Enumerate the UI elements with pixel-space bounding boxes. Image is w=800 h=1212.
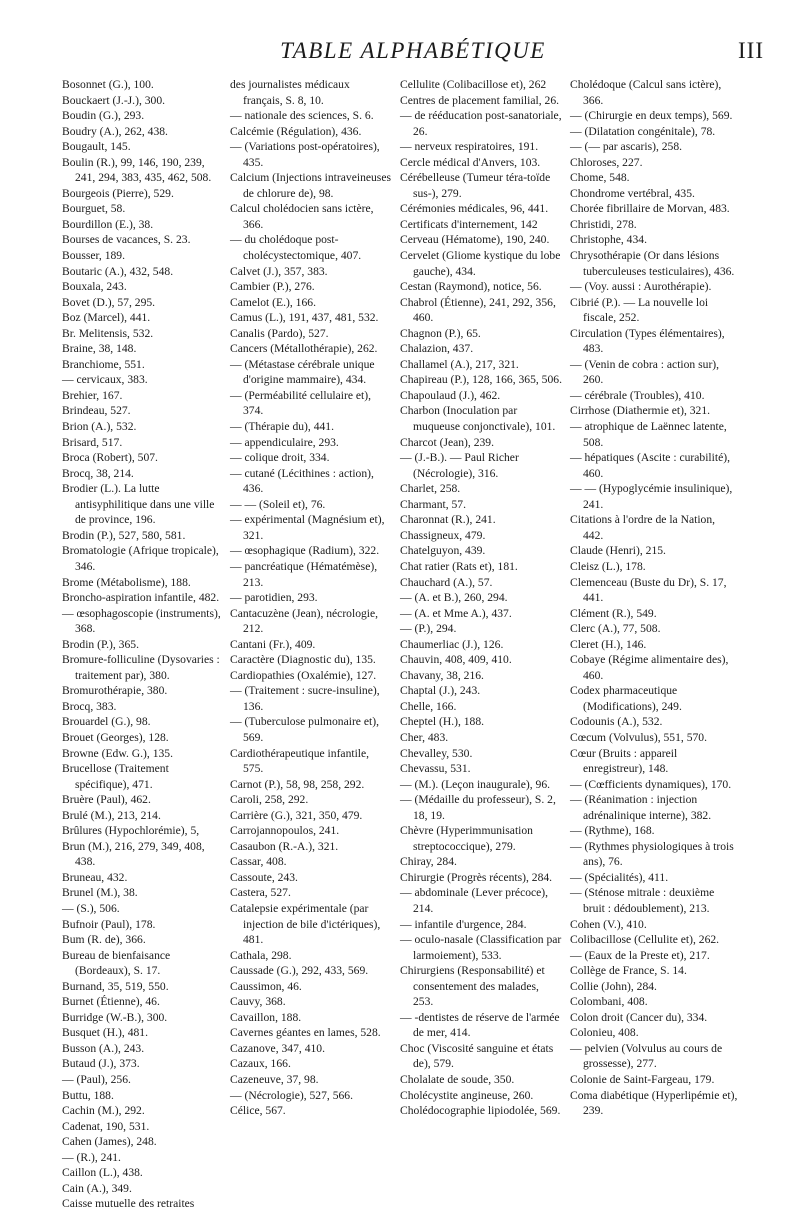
index-column-3	[400, 77, 562, 1119]
index-entry: Cœcum (Volvulus), 551, 570.	[570, 730, 707, 744]
index-entry: — pelvien (Volvulus au cours de grossesse), 277.	[570, 1041, 723, 1071]
index-entry: — (Spécialités), 411.	[570, 870, 669, 884]
index-entry: — nationale des sciences, S. 6.	[230, 109, 374, 123]
index-entry: Camus (L.), 191, 437, 481, 532.	[230, 311, 379, 325]
index-entry: Bosonnet (G.), 100.	[62, 78, 154, 91]
index-entry: — (R.), 241.	[62, 1150, 121, 1164]
index-entry: — oculo-nasale (Classification par larmoiement), 533.	[400, 933, 562, 962]
index-entry: — (Paul), 256.	[62, 1073, 131, 1086]
index-entry: — du cholédoque post-cholécystectomique, 407.	[230, 233, 362, 263]
index-entry: Busquet (H.), 481.	[62, 1026, 148, 1040]
index-entry: Collège de France, S. 14.	[570, 964, 687, 978]
index-entry: — œsophagique (Radium), 322.	[230, 544, 380, 558]
index-entry: Brion (A.), 532.	[62, 420, 137, 434]
index-entry: Cavaillon, 188.	[230, 1010, 302, 1024]
index-entry: — (Voy. aussi : Aurothérapie).	[570, 280, 712, 294]
index-entry: Bromatologie (Afrique tropicale), 346.	[62, 544, 219, 573]
index-entry: Centres de placement familial, 26.	[400, 93, 560, 107]
index-entry: Bruère (Paul), 462.	[62, 793, 151, 807]
index-entry: — œsophagoscopie (instruments), 368.	[62, 606, 221, 636]
index-entry: — (Nécrologie), 527, 566.	[230, 1088, 353, 1102]
index-entry: Chat ratier (Rats et), 181.	[400, 559, 518, 573]
index-entry: Cholédoque (Calcul sans ictère), 366.	[570, 78, 722, 107]
index-entry: Chevassu, 531.	[400, 762, 471, 776]
index-entry: Christidi, 278.	[570, 217, 637, 231]
index-entry: Brodier (L.). La lutte antisyphilitique dans une ville de province, 196.	[62, 482, 215, 527]
index-entry: Chavany, 38, 216.	[400, 668, 484, 682]
index-entry: — (Cœfficients dynamiques), 170.	[570, 777, 732, 791]
page-number: III	[738, 38, 764, 63]
index-entry: Burridge (W.-B.), 300.	[62, 1010, 168, 1024]
index-entry: Branchiome, 551.	[62, 357, 145, 371]
index-entry: Bum (R. de), 366.	[62, 933, 146, 947]
index-entry: — (A. et Mme A.), 437.	[400, 606, 512, 620]
index-entry: — (Variations post-opératoires), 435.	[230, 140, 380, 169]
index-entry: Cauvy, 368.	[230, 995, 286, 1009]
index-entry: Caussimon, 46.	[230, 979, 302, 993]
index-entry: Cardiopathies (Oxalémie), 127.	[230, 668, 377, 682]
index-entry: Bovet (D.), 57, 295.	[62, 295, 156, 309]
index-entry: — (— par ascaris), 258.	[570, 140, 683, 154]
index-entry: Codounis (A.), 532.	[570, 715, 663, 729]
index-entry: — (S.), 506.	[62, 901, 120, 915]
index-entry: Br. Melitensis, 532.	[62, 326, 154, 340]
index-columns	[62, 77, 774, 1211]
index-entry: — (Rythmes physiologiques à trois ans), 76.	[570, 839, 734, 869]
index-entry: — (J.-B.). — Paul Richer (Nécrologie), 316.	[400, 451, 519, 480]
index-entry: Bromure-folliculine (Dysovaries : traitement par), 380.	[62, 653, 220, 682]
index-entry: — cutané (Lécithines : action), 436.	[230, 466, 374, 496]
index-entry: Boutaric (A.), 432, 548.	[62, 264, 174, 278]
index-entry: — (Traitement : sucre-insuline), 136.	[230, 684, 380, 713]
index-entry: Célice, 567.	[230, 1104, 286, 1118]
index-entry: — atrophique de Laënnec latente, 508.	[570, 420, 727, 449]
index-entry: — hépatiques (Ascite : curabilité), 460.	[570, 451, 731, 480]
index-entry: Bouckaert (J.-J.), 300.	[62, 93, 166, 107]
index-entry: — (M.). (Leçon inaugurale), 96.	[400, 777, 551, 791]
index-entry: Cheptel (H.), 188.	[400, 715, 485, 729]
index-entry: Bureau de bienfaisance (Bordeaux), S. 17.	[62, 948, 171, 978]
index-entry: Chauvin, 408, 409, 410.	[400, 653, 512, 667]
index-entry: Cahen (James), 248.	[62, 1135, 157, 1149]
index-entry: Caussade (G.), 292, 433, 569.	[230, 964, 369, 978]
index-entry: — colique droit, 334.	[230, 451, 330, 465]
index-entry: Cerveau (Hématome), 190, 240.	[400, 233, 550, 247]
index-entry: Brouet (Georges), 128.	[62, 730, 169, 744]
index-entry: — cervicaux, 383.	[62, 373, 148, 387]
index-entry: — (Thérapie du), 441.	[230, 420, 334, 434]
index-entry: Cantani (Fr.), 409.	[230, 637, 316, 651]
index-entry: Cleisz (L.), 178.	[570, 559, 646, 573]
index-entry: Boudin (G.), 293.	[62, 109, 145, 123]
index-entry: Cholécystite angineuse, 260.	[400, 1088, 534, 1102]
index-entry: — (Sténose mitrale : deuxième bruit : dédoublement), 213.	[570, 886, 715, 915]
index-entry: Chrysothérapie (Or dans lésions tuberculeuses testiculaires), 436.	[570, 249, 735, 278]
index-entry: Cobaye (Régime alimentaire des), 460.	[570, 653, 729, 682]
index-entry: Cachin (M.), 292.	[62, 1104, 145, 1118]
index-entry: Casaubon (R.-A.), 321.	[230, 839, 339, 853]
index-entry: Carrojannopoulos, 241.	[230, 824, 340, 838]
index-entry: Choc (Viscosité sanguine et états de), 579.	[400, 1041, 554, 1071]
index-entry: Cadenat, 190, 531.	[62, 1119, 150, 1133]
index-entry: Boudry (A.), 262, 438.	[62, 124, 168, 138]
index-entry: Camelot (E.), 166.	[230, 295, 316, 309]
index-entry: Colonieu, 408.	[570, 1026, 639, 1040]
index-entry: — (Métastase cérébrale unique d'origine mammaire), 434.	[230, 357, 375, 387]
index-entry: Cazaux, 166.	[230, 1057, 291, 1071]
index-entry: Brocq, 38, 214.	[62, 466, 134, 480]
index-entry: — (Médaille du professeur), S. 2, 18, 19.	[400, 793, 556, 822]
index-entry: Chaptal (J.), 243.	[400, 684, 481, 698]
page-header	[62, 38, 764, 72]
index-entry: Busson (A.), 243.	[62, 1041, 145, 1055]
index-entry: — (Perméabilité cellulaire et), 374.	[230, 388, 371, 418]
index-entry: — nerveux respiratoires, 191.	[400, 140, 539, 154]
index-entry: — (Tuberculose pulmonaire et), 569.	[230, 715, 379, 744]
index-entry: Christophe, 434.	[570, 233, 647, 247]
index-entry: Bourdillon (E.), 38.	[62, 217, 154, 231]
index-entry: — parotidien, 293.	[230, 591, 318, 605]
index-entry: Cantacuzène (Jean), nécrologie, 212.	[230, 606, 379, 636]
index-entry: Charlet, 258.	[400, 482, 461, 496]
index-entry: Chèvre (Hyperimmunisation streptococcique), 279.	[400, 824, 533, 853]
index-entry: Catalepsie expérimentale (par injection de bile d'ictériques), 481.	[230, 901, 381, 947]
index-entry: Brome (Métabolisme), 188.	[62, 575, 191, 589]
index-entry: Carnot (P.), 58, 98, 258, 292.	[230, 777, 365, 791]
index-entry: Broca (Robert), 507.	[62, 451, 158, 465]
index-entry: Brisard, 517.	[62, 435, 123, 449]
index-entry: Chorée fibrillaire de Morvan, 483.	[570, 202, 730, 216]
index-entry: Cibrié (P.). — La nouvelle loi fiscale, 252.	[570, 295, 709, 325]
index-entry: Cathala, 298.	[230, 948, 292, 962]
index-entry: Clément (R.), 549.	[570, 606, 657, 620]
index-entry: Caisse mutuelle des retraites	[62, 1197, 195, 1211]
index-entry: Cestan (Raymond), notice, 56.	[400, 280, 542, 294]
index-entry: Cérébelleuse (Tumeur téra-toïde sus-), 279.	[400, 171, 551, 200]
index-entry: Chondrome vertébral, 435.	[570, 186, 695, 200]
index-entry: Cavernes géantes en lames, 528.	[230, 1026, 381, 1040]
index-entry: Brodin (P.), 527, 580, 581.	[62, 528, 186, 542]
index-entry: Cambier (P.), 276.	[230, 280, 315, 294]
index-entry: Claude (Henri), 215.	[570, 544, 666, 558]
index-entry: Cardiothérapeutique infantile, 575.	[230, 746, 370, 776]
index-entry: Burnet (Étienne), 46.	[62, 995, 160, 1009]
index-entry: Brunel (M.), 38.	[62, 886, 138, 900]
index-column-4	[570, 77, 738, 1119]
index-entry: Cercle médical d'Anvers, 103.	[400, 155, 541, 169]
index-entry: Bousser, 189.	[62, 249, 125, 263]
index-entry: Cleret (H.), 146.	[570, 637, 647, 651]
index-entry: Charmant, 57.	[400, 497, 467, 511]
index-entry: Colonie de Saint-Fargeau, 179.	[570, 1073, 715, 1086]
index-entry: Clemenceau (Buste du Dr), S. 17, 441.	[570, 575, 727, 605]
index-entry: Calcium (Injections intraveineuses de chlorure de), 98.	[230, 171, 391, 200]
index-entry: — — (Hypoglycémie insulinique), 241.	[570, 482, 733, 511]
index-entry: Cassar, 408.	[230, 855, 287, 869]
index-entry: Caillon (L.), 438.	[62, 1166, 143, 1180]
index-entry: Circulation (Types élémentaires), 483.	[570, 326, 725, 356]
index-entry: Calcémie (Régulation), 436.	[230, 124, 362, 138]
index-entry: — abdominale (Lever précoce), 214.	[400, 886, 549, 915]
index-entry: Chirurgie (Progrès récents), 284.	[400, 870, 553, 884]
index-entry: Clerc (A.), 77, 508.	[570, 622, 661, 636]
index-entry: Brodin (P.), 365.	[62, 637, 139, 651]
index-entry: des journalistes médicaux français, S. 8, 10.	[230, 78, 350, 107]
index-entry: — infantile d'urgence, 284.	[400, 917, 527, 931]
index-entry: Brehier, 167.	[62, 388, 123, 402]
index-entry: Bufnoir (Paul), 178.	[62, 917, 156, 931]
index-entry: — (A. et B.), 260, 294.	[400, 591, 508, 605]
index-entry: Bourgeois (Pierre), 529.	[62, 186, 174, 200]
index-entry: — (P.), 294.	[400, 622, 457, 636]
index-entry: Cholédocographie lipiodolée, 569.	[400, 1104, 561, 1118]
index-entry: Chapoulaud (J.), 462.	[400, 388, 501, 402]
index-entry: Caroli, 258, 292.	[230, 793, 309, 807]
index-entry: Chloroses, 227.	[570, 155, 643, 169]
index-entry: Bourses de vacances, S. 23.	[62, 233, 191, 247]
index-entry: — appendiculaire, 293.	[230, 435, 339, 449]
index-entry: Chatelguyon, 439.	[400, 544, 486, 558]
index-entry: — cérébrale (Troubles), 410.	[570, 388, 705, 402]
index-entry: Cœur (Bruits : appareil enregistreur), 148.	[570, 746, 678, 776]
index-entry: Citations à l'ordre de la Nation, 442.	[570, 513, 716, 542]
index-entry: Chagnon (P.), 65.	[400, 326, 481, 340]
index-entry: Brocq, 383.	[62, 699, 117, 713]
index-entry: Chome, 548.	[570, 171, 630, 185]
index-entry: Colombani, 408.	[570, 995, 648, 1009]
index-entry: — (Dilatation congénitale), 78.	[570, 124, 716, 138]
index-entry: Boulin (R.), 99, 146, 190, 239, 241, 294, 383, 435, 462, 508.	[62, 155, 212, 185]
index-entry: Browne (Edw. G.), 135.	[62, 746, 173, 760]
index-entry: Calcul cholédocien sans ictère, 366.	[230, 202, 374, 231]
index-entry: — (Rythme), 168.	[570, 824, 655, 838]
index-entry: Calvet (J.), 357, 383.	[230, 264, 328, 278]
index-entry: Cholalate de soude, 350.	[400, 1073, 515, 1086]
index-entry: Certificats d'internement, 142	[400, 217, 538, 231]
index-entry: Bougault, 145.	[62, 140, 131, 154]
index-entry: Colon droit (Cancer du), 334.	[570, 1010, 708, 1024]
index-column-2	[230, 77, 392, 1119]
index-entry: Boz (Marcel), 441.	[62, 311, 151, 325]
index-entry: Cassoute, 243.	[230, 870, 298, 884]
index-entry: Chalazion, 437.	[400, 342, 474, 356]
index-entry: Chapireau (P.), 128, 166, 365, 506.	[400, 373, 562, 387]
index-entry: Carrière (G.), 321, 350, 479.	[230, 808, 363, 822]
index-entry: Caractère (Diagnostic du), 135.	[230, 653, 376, 667]
index-entry: — expérimental (Magnésium et), 321.	[230, 513, 385, 542]
index-entry: Brouardel (G.), 98.	[62, 715, 151, 729]
index-entry: Chirurgiens (Responsabilité) et consentement des malades, 253.	[400, 964, 545, 1009]
index-entry: Chaumerliac (J.), 126.	[400, 637, 504, 651]
index-entry: Butaud (J.), 373.	[62, 1057, 140, 1071]
index-entry: Chelle, 166.	[400, 699, 457, 713]
index-entry: Broncho-aspiration infantile, 482.	[62, 591, 220, 605]
index-entry: Cazeneuve, 37, 98.	[230, 1073, 319, 1086]
index-entry: Brûlures (Hypochlorémie), 5,	[62, 824, 200, 838]
index-entry: Brindeau, 527.	[62, 404, 131, 418]
index-entry: — (Venin de cobra : action sur), 260.	[570, 357, 720, 387]
index-entry: Cher, 483.	[400, 730, 449, 744]
index-entry: Bruneau, 432.	[62, 870, 128, 884]
index-entry: — — (Soleil et), 76.	[230, 497, 326, 511]
index-entry: Cellulite (Colibacillose et), 262	[400, 78, 547, 91]
index-entry: Castera, 527.	[230, 886, 291, 900]
index-entry: Chevalley, 530.	[400, 746, 473, 760]
index-entry: Chiray, 284.	[400, 855, 457, 869]
index-entry: Brun (M.), 216, 279, 349, 408, 438.	[62, 839, 205, 869]
index-entry: Brucellose (Traitement spécifique), 471.	[62, 762, 169, 791]
index-entry: — (Réanimation : injection adrénalinique interne), 382.	[570, 793, 712, 822]
index-entry: Bromurothérapie, 380.	[62, 684, 168, 698]
index-entry: Chassigneux, 479.	[400, 528, 486, 542]
page-title: TABLE ALPHABÉTIQUE	[280, 38, 546, 63]
index-entry: Coma diabétique (Hyperlipémie et), 239.	[570, 1088, 738, 1118]
index-entry: — pancréatique (Hématémèse), 213.	[230, 559, 378, 589]
index-entry: Canalis (Pardo), 527.	[230, 326, 329, 340]
index-entry: Cérémonies médicales, 96, 441.	[400, 202, 549, 216]
index-entry: Buttu, 188.	[62, 1088, 114, 1102]
index-entry: Collie (John), 284.	[570, 979, 657, 993]
index-entry: Chauchard (A.), 57.	[400, 575, 493, 589]
index-entry: — (Eaux de la Preste et), 217.	[570, 948, 710, 962]
index-entry: — (Chirurgie en deux temps), 569.	[570, 109, 733, 123]
index-entry: Braine, 38, 148.	[62, 342, 137, 356]
index-entry: Cain (A.), 349.	[62, 1181, 132, 1195]
index-entry: Burnand, 35, 519, 550.	[62, 979, 169, 993]
index-entry: Bourguet, 58.	[62, 202, 126, 216]
index-entry: Charbon (Inoculation par muqueuse conjonctivale), 101.	[400, 404, 556, 434]
index-entry: Cirrhose (Diathermie et), 321.	[570, 404, 711, 418]
index-entry: Brulé (M.), 213, 214.	[62, 808, 161, 822]
index-entry: — -dentistes de réserve de l'armée de mer, 414.	[400, 1010, 560, 1040]
index-entry: Codex pharmaceutique (Modifications), 249.	[570, 684, 682, 713]
index-entry: Cancers (Métallothérapie), 262.	[230, 342, 378, 356]
index-entry: Bouxala, 243.	[62, 280, 127, 294]
index-entry: Colibacillose (Cellulite et), 262.	[570, 933, 720, 947]
index-entry: Chabrol (Étienne), 241, 292, 356, 460.	[400, 295, 556, 325]
index-entry: — de rééducation post-sanatoriale, 26.	[400, 109, 562, 138]
index-entry: Cohen (V.), 410.	[570, 917, 647, 931]
index-entry: Cazanove, 347, 410.	[230, 1041, 325, 1055]
index-entry: Charonnat (R.), 241.	[400, 513, 496, 527]
index-column-1	[62, 77, 224, 1212]
index-entry: Cervelet (Gliome kystique du lobe gauche), 434.	[400, 249, 561, 278]
index-entry: Charcot (Jean), 239.	[400, 435, 495, 449]
index-entry: Challamel (A.), 217, 321.	[400, 357, 519, 371]
